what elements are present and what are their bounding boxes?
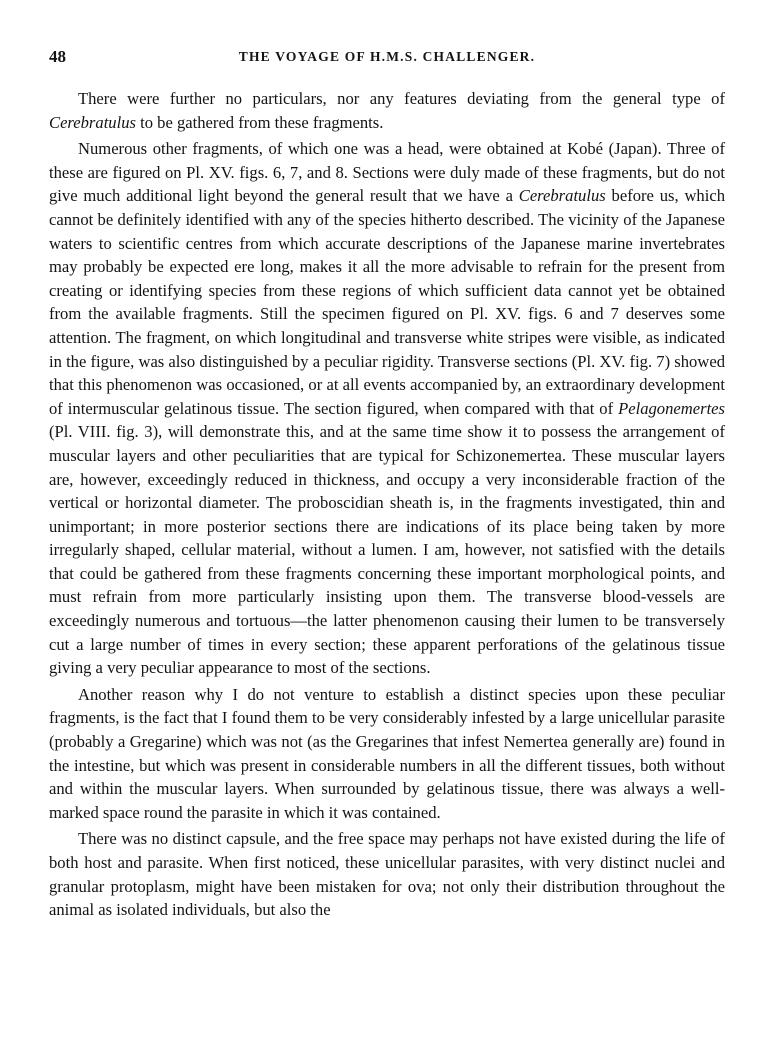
genus-name: Pelagonemertes [618, 398, 725, 418]
paragraph-1 [49, 87, 725, 134]
running-head: THE VOYAGE OF H.M.S. CHALLENGER. [238, 49, 536, 64]
page-number: 48 [49, 47, 66, 66]
paragraph-4 [49, 827, 725, 921]
body-text [49, 87, 725, 922]
text-run: Another reason why I do not venture to establish a distinct species upon these peculiar fragments, is the fact that I found them to be very considerably infested by a large unicellular parasite (probably a Gregarine) which was not (as the Gregarines that infest Nemertea generally are) found in the intestine, but which was present in considerable numbers in all the different tissues, both without and within the muscular layers. When surrounded by gelatinous tissue, there was always a well-marked space round the parasite in which it was contained. [49, 684, 725, 822]
page-header [49, 47, 725, 69]
text-run: Numerous other fragments, of which one was a head, were obtained at Kobé (Japan). Three of these are figured on Pl. XV. figs. 6, 7, and 8. Sections were duly made of these fragments, but do not give much additional light beyond the general result that we have a [49, 139, 725, 206]
paragraph-2 [49, 137, 725, 680]
text-run: before us, which cannot be definitely identified with any of the species hitherto described. The vicinity of the Japanese waters to scientific centres from which accurate descriptions of the Japanese marine invertebrates may probably be expected ere long, makes it all the more advisable to refrain for the present from creating or identifying species from these regions of which sufficient data cannot yet be obtained from the available fragments. Still the specimen figured on Pl. XV. figs. 6 and 7 deserves some attention. The fragment, on which longitudinal and transverse white stripes were visible, as indicated in the figure, was also distinguished by a peculiar rigidity. Transverse sections (Pl. XV. fig. 7) showed that this phenomenon was occasioned, or at all events accompanied by, an extraordinary development of intermuscular gelatinous tissue. The section figured, when compared with that of [49, 186, 725, 418]
text-run: There was no distinct capsule, and the free space may perhaps not have existed during the life of both host and parasite. When first noticed, these unicellular parasites, with very distinct nuclei and granular protoplasm, might have been mistaken for ova; not only their distribution throughout the animal as isolated individuals, but also the [49, 829, 725, 920]
text-run: (Pl. VIII. fig. 3), will demonstrate this, and at the same time show it to possess the arrangement of muscular layers and other peculiarities that are typical for Schizonemertea. These muscular layers are, however, exceedingly reduced in thickness, and occupy a very inconsiderable fraction of the vertical or horizontal diameter. The proboscidian sheath is, in the fragments investigated, thin and unimportant; in more posterior sections there are indications of its place being taken by more irregularly shaped, cellular material, without a lumen. I am, however, not satisfied with the details that could be gathered from these fragments concerning these important morphological points, and must refrain from more particularly insisting upon them. The transverse blood-vessels are exceedingly numerous and tortuous—the latter phenomenon causing their lumen to be transversely cut a large number of times in every section; these apparent perforations of the gelatinous tissue giving a very peculiar appearance to most of the sections. [49, 422, 725, 678]
text-run: to be gathered from these fragments. [135, 112, 384, 132]
text-run: There were further no particulars, nor any features deviating from the general type of [78, 89, 725, 108]
genus-name: Cerebratulus [518, 186, 606, 206]
paragraph-3 [49, 683, 725, 825]
genus-name: Cerebratulus [49, 112, 136, 132]
